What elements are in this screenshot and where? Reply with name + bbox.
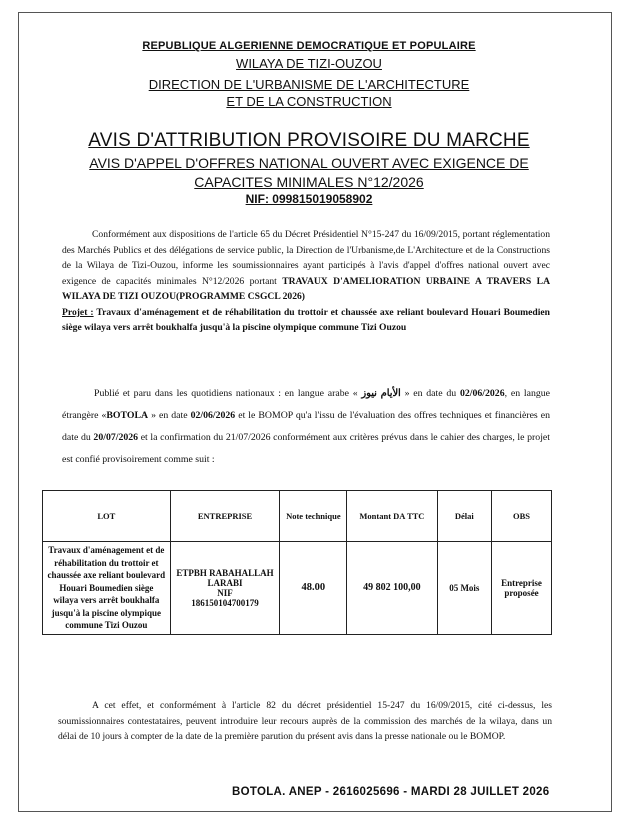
republic-heading: REPUBLIQUE ALGERIENNE DEMOCRATIQUE ET POPULAIRE — [142, 40, 476, 52]
recourse-paragraph: A cet effet, et conformément à l'article 82 du décret présidentiel 15-247 du 16/09/2015, cité ci-dessus, les soumissionnaires contestataires, peuvent introduire leur recours auprès de la commission des marchés de la wilaya, dans un délai de 10 jours à compter de la date de la première parution du présent avis dans la presse nationale ou le BOMOP. — [58, 700, 552, 742]
notice-subtitle-line1: AVIS D'APPEL D'OFFRES NATIONAL OUVERT AVEC EXIGENCE DE — [89, 155, 529, 171]
works-title: TRAVAUX D'AMELIORATION URBAINE A TRAVERS LA WILAYA DE TIZI OUZOU(PROGRAMME CSGCL 2026) — [62, 275, 550, 302]
direction-heading-line1: DIRECTION DE L'URBANISME DE L'ARCHITECTURE — [148, 77, 470, 92]
table-header-row — [43, 491, 552, 542]
direction-heading-line2: ET DE LA CONSTRUCTION — [226, 94, 392, 109]
entreprise-nif-label: NIF — [217, 587, 233, 598]
cell-lot: Travaux d'aménagement et de réhabilitation du trottoir et chaussée axe reliant boulevard Houari Boumedien siège wilaya vers arrêt boukhalfa jusqu'à la piscine olympique commune Tizi Ouzou — [43, 542, 171, 635]
header-lot: LOT — [43, 491, 171, 542]
publication-text-4: » en date — [148, 410, 191, 421]
cell-obs: Entreprise proposée — [492, 542, 552, 635]
header-delai: Délai — [437, 491, 491, 542]
publication-text-6: et la confirmation du 21/07/2026 conformément aux critères prévus dans le cahier des charges, le projet est confié provisoirement comme suit : — [62, 432, 550, 465]
nif-number: NIF: 099815019058902 — [245, 192, 373, 206]
cell-note: 48.00 — [280, 542, 347, 635]
header-obs: OBS — [492, 491, 552, 542]
attribution-table — [42, 490, 552, 635]
header-entreprise: ENTREPRISE — [170, 491, 280, 542]
publication-footer: BOTOLA. ANEP - 2616025696 - MARDI 28 JUILLET 2026 — [232, 786, 550, 798]
publication-text-1: Publié et paru dans les quotidiens nationaux : en langue arabe « — [94, 388, 362, 399]
projet-label: Projet : — [62, 306, 94, 318]
header-note: Note technique — [280, 491, 347, 542]
cell-delai: 05 Mois — [437, 542, 491, 635]
notice-title: AVIS D'ATTRIBUTION PROVISOIRE DU MARCHE — [88, 130, 530, 151]
entreprise-nif-value: 186150104700179 — [191, 597, 259, 608]
cell-montant: 49 802 100,00 — [347, 542, 437, 635]
foreign-newspaper: BOTOLA — [106, 410, 149, 421]
wilaya-heading: WILAYA DE TIZI-OUZOU — [236, 56, 382, 71]
table-row — [43, 542, 552, 635]
publication-date-1: 02/06/2026 — [459, 388, 505, 399]
publication-text-2: » en date du — [400, 388, 460, 399]
header-montant: Montant DA TTC — [347, 491, 437, 542]
entreprise-name-2: LARABI — [207, 577, 243, 588]
notice-subtitle-line2: CAPACITES MINIMALES N°12/2026 — [194, 174, 424, 190]
intro-paragraph — [62, 227, 550, 336]
cell-entreprise — [170, 542, 280, 635]
evaluation-date: 20/07/2026 — [93, 432, 139, 443]
intro-text: Conformément aux dispositions de l'article 65 du Décret Présidentiel N°15-247 du 16/09/2015, portant réglementation des Marchés Publics et des délégations de service public, la Direction de l'Urbanisme,de L'Architecture et de la Constructions de la Wilaya de Tizi-Ouzou, informe les soumissionnaires ayant participés à l'avis d'appel d'offres national ouvert avec exigence de capacités minimales N°12/2026 portant — [62, 229, 550, 287]
publication-date-2: 02/06/2026 — [190, 410, 236, 421]
projet-description: Travaux d'aménagement et de réhabilitation du trottoir et chaussée axe reliant boulevard Houari Boumedien siège wilaya vers arrêt boukhalfa jusqu'à la piscine olympique commune Tizi Ouzou — [62, 306, 550, 333]
arabic-newspaper: الأيام نيوز — [361, 388, 401, 399]
publication-text-5: et le BOMOP qu'a l'issu de l'évaluation des offres techniques et financières en date du — [62, 410, 550, 443]
publication-paragraph — [62, 383, 550, 471]
entreprise-name: ETPBH RABAHALLAH — [176, 567, 274, 578]
publication-text-3: , en langue étrangère « — [62, 388, 550, 421]
